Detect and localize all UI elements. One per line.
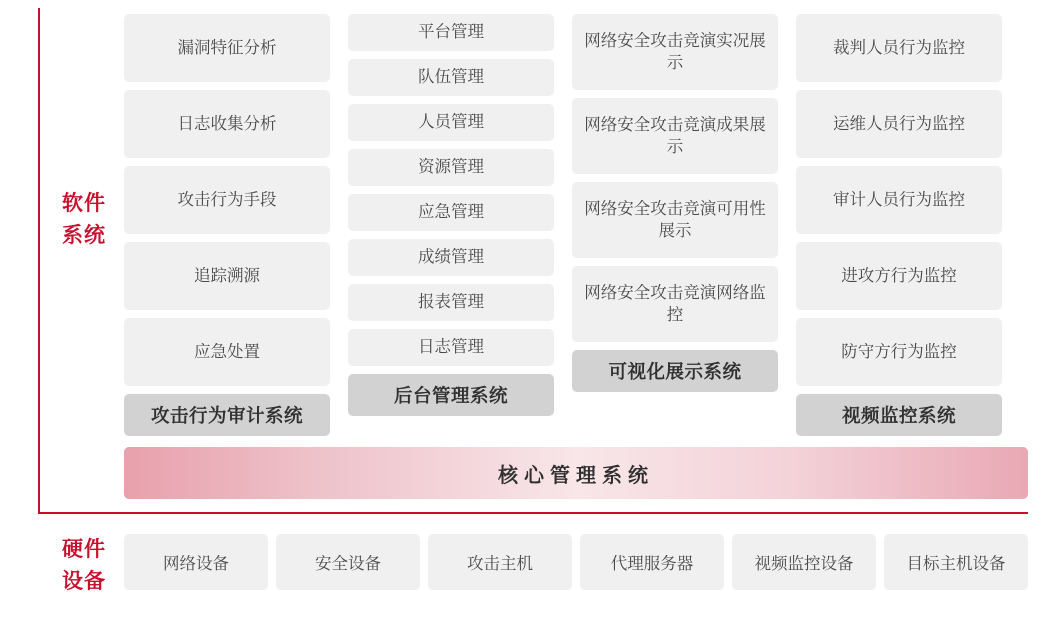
- module-card[interactable]: 报表管理: [348, 284, 554, 321]
- hardware-card[interactable]: 攻击主机: [428, 534, 572, 590]
- module-card[interactable]: 审计人员行为监控: [796, 166, 1002, 234]
- column-visualization-system: [572, 14, 778, 436]
- module-card[interactable]: 网络安全攻击竞演可用性展示: [572, 182, 778, 258]
- hardware-card[interactable]: 视频监控设备: [732, 534, 876, 590]
- module-card[interactable]: 应急处置: [124, 318, 330, 386]
- module-card[interactable]: 队伍管理: [348, 59, 554, 96]
- hardware-section-label-line2: 设备: [62, 570, 106, 593]
- core-management-system-bar[interactable]: 核心管理系统: [124, 447, 1028, 499]
- module-card[interactable]: 平台管理: [348, 14, 554, 51]
- module-card[interactable]: 网络安全攻击竞演实况展示: [572, 14, 778, 90]
- column-footer-visualization-system[interactable]: 可视化展示系统: [572, 350, 778, 392]
- hardware-section-label-line1: 硬件: [62, 538, 106, 561]
- module-card[interactable]: 网络安全攻击竞演成果展示: [572, 98, 778, 174]
- software-section-label-line1: 软件: [62, 192, 106, 215]
- module-card[interactable]: 成绩管理: [348, 239, 554, 276]
- module-card[interactable]: 人员管理: [348, 104, 554, 141]
- hardware-devices-row: [124, 534, 1028, 590]
- software-section-divider-vertical: [38, 8, 40, 512]
- module-card[interactable]: 日志管理: [348, 329, 554, 366]
- module-card[interactable]: 漏洞特征分析: [124, 14, 330, 82]
- hardware-card[interactable]: 目标主机设备: [884, 534, 1028, 590]
- module-card[interactable]: 应急管理: [348, 194, 554, 231]
- module-card[interactable]: 攻击行为手段: [124, 166, 330, 234]
- module-card[interactable]: 防守方行为监控: [796, 318, 1002, 386]
- column-attack-audit-system: [124, 14, 330, 436]
- column-footer-attack-audit-system[interactable]: 攻击行为审计系统: [124, 394, 330, 436]
- module-card[interactable]: 资源管理: [348, 149, 554, 186]
- column-footer-video-monitoring-system[interactable]: 视频监控系统: [796, 394, 1002, 436]
- module-card[interactable]: 日志收集分析: [124, 90, 330, 158]
- software-section-label-line2: 系统: [62, 224, 106, 247]
- module-card[interactable]: 裁判人员行为监控: [796, 14, 1002, 82]
- hardware-card[interactable]: 安全设备: [276, 534, 420, 590]
- hardware-card[interactable]: 代理服务器: [580, 534, 724, 590]
- software-columns: [124, 14, 1028, 436]
- column-video-monitoring-system: [796, 14, 1002, 436]
- module-card[interactable]: 追踪溯源: [124, 242, 330, 310]
- software-section-label: [40, 188, 128, 252]
- software-hardware-divider-horizontal: [38, 512, 1028, 514]
- column-backend-management-system: [348, 14, 554, 436]
- hardware-section-label: [40, 534, 128, 598]
- module-card[interactable]: 运维人员行为监控: [796, 90, 1002, 158]
- column-footer-backend-management-system[interactable]: 后台管理系统: [348, 374, 554, 416]
- module-card[interactable]: 网络安全攻击竞演网络监控: [572, 266, 778, 342]
- hardware-card[interactable]: 网络设备: [124, 534, 268, 590]
- module-card[interactable]: 进攻方行为监控: [796, 242, 1002, 310]
